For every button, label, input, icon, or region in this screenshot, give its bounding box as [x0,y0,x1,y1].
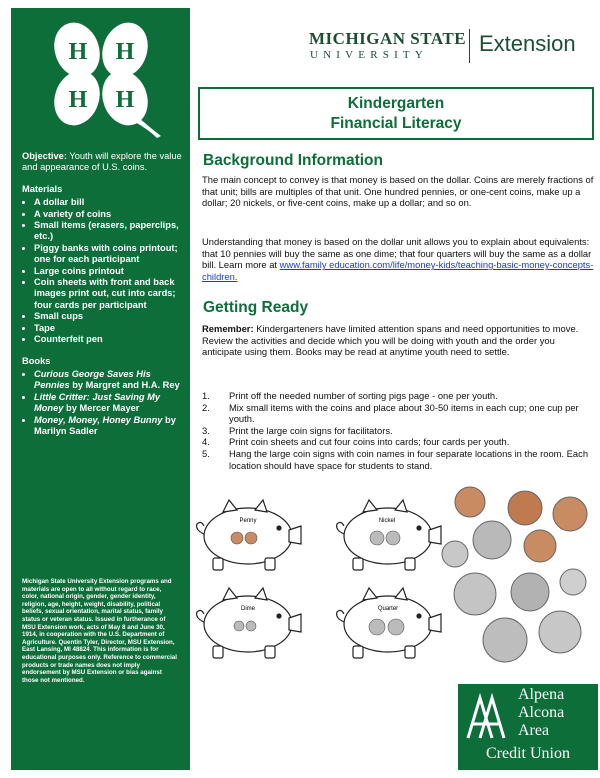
sidebar [11,8,190,770]
svg-text:H: H [115,39,135,65]
credit-union-word-3: Area [518,722,550,739]
extension-label: Extension [479,31,576,56]
list-item: 2. Mix small items with the coins and place about 30-50 items in each cup; one cup per youth. [202,401,579,425]
list-item: 1. Print off the needed number of sorting pigs page - one per youth. [202,390,498,401]
penny-coin [553,497,587,531]
dime-pig [197,588,301,658]
list-item: • Piggy banks with coins printout; one for each participant [34,243,182,266]
penny-coin [455,487,485,517]
list-item: • Coin sheets with front and back images print out, cut into cards; four cards per participant [34,277,182,311]
getting-ready-heading: Getting Ready [203,299,309,316]
msu-university: UNIVERSITY [310,49,428,61]
list-item: • Small items (erasers, paperclips, etc.) [34,220,182,243]
family-education-link[interactable]: www.family education.com/life/money-kids/teaching-basic-money-concepts-children. [202,259,594,282]
list-item: • Little Critter: Just Saving My Money by Mercer Mayer [34,392,182,415]
quarter-coin [539,611,581,653]
coins-collage [430,482,600,682]
list-item: • Money, Money, Honey Bunny by Marilyn Sadler [34,415,182,438]
remember-paragraph: Remember: Kindergarteners have limited attention spans and need opportunities to move. Review the activities and decide which you will be doing with youth and the order you anticipate using them. Books may be read at anytime youth need to settle. [202,323,579,358]
svg-text:Nickel: Nickel [378,518,396,524]
penny-pig [197,500,301,570]
list-item: • Counterfeit pen [34,334,182,345]
svg-text:H: H [68,87,88,113]
page-title [198,87,594,140]
title-line-2: Financial Literacy [330,115,462,132]
svg-text:Quarter: Quarter [377,606,399,612]
sidebar-content [22,151,182,437]
credit-union-logo [458,684,598,770]
objective: Objective: Youth will explore the value and appearance of U.S. coins. [22,151,182,173]
title-line-1: Kindergarten [347,95,445,112]
list-item: 4. Print coin sheets and cut four coins into cards; four cards per youth. [202,436,510,448]
background-heading: Background Information [203,152,383,169]
triangle-a-logo-icon [464,690,508,742]
materials-heading: Materials [22,183,63,194]
quarter-coin [454,573,496,615]
list-item: • Large coins printout [34,266,182,277]
svg-text:H: H [68,39,88,65]
list-item: 3. Print the large coin signs for facilitators. [202,424,393,436]
nickel-pig [337,500,441,570]
background-paragraph-1: The main concept to convey is that money is based on the dollar. Coins are merely fractions of that unit; bills are multiples of that unit. One hundred pennies, or one-cent coins, make up a dollar; 20 nickels, or five-cent coins, make up a dollar; and so on. [202,174,594,209]
penny-coin [508,491,542,525]
nickel-coin [473,521,511,559]
list-item: • A dollar bill [34,197,182,208]
books-heading: Books [22,355,51,366]
credit-union-word-1: Alpena [518,686,565,703]
list-item: • A variety of coins [34,209,182,220]
svg-text:Penny: Penny [239,518,257,524]
msu-name: MICHIGAN STATE [309,29,467,48]
steps-list [202,390,594,471]
list-item: • Small cups [34,311,182,322]
4h-clover-icon [21,14,181,140]
dime-coin [442,541,468,567]
penny-coin [524,530,556,562]
logo-divider [469,29,470,63]
dime-coin [560,569,586,595]
books-list [22,369,182,437]
materials-list [22,197,182,345]
disclaimer: Michigan State University Extension programs and materials are open to all without regard to race, color, national origin, gender, gender identity, religion, age, height, weight, disability, political beliefs, sexual orientation, marital status, family status or veteran status. Issued in furtherance of MSU Extension work, acts of May 8 and June 30, 1914, in cooperation with the U.S. Department of Agriculture. Quentin Tyler, Director, MSU Extension, East Lansing, MI 48824. This information is for educational purposes only. Reference to commercial products or trade names does not imply endorsement by MSU Extension or bias against those not mentioned. [22,578,177,684]
msu-extension-logo [309,27,592,73]
credit-union-word-2: Alcona [518,704,565,721]
list-item: • Curious George Saves His Pennies by Margret and H.A. Rey [34,369,182,392]
list-item: 5. Hang the large coin signs with coin names in four separate locations in the room. Each location should have space for students to stand. [202,447,589,471]
svg-text:H: H [115,87,135,113]
svg-text:Dime: Dime [240,606,256,612]
list-item: • Tape [34,323,182,334]
background-paragraph-2: Understanding that money is based on the dollar unit allows you to explain about equivalents: that 10 pennies will buy the same as one dime; that four quarters will buy the same as a dollar bill. Learn more at www.family education.com/life/money-kids/teaching-basic-money-concepts-children. [202,236,594,282]
quarter-pig [337,588,441,658]
credit-union-word-4: Credit Union [486,745,570,762]
quarter-coin [483,618,527,662]
nickel-coin [511,573,549,611]
